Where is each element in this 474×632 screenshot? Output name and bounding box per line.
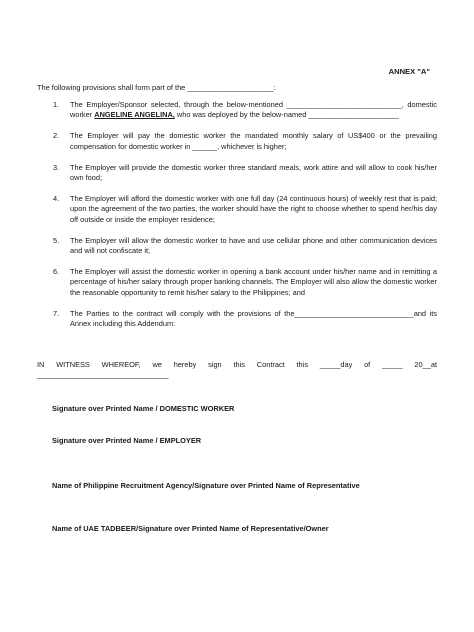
provision-text-part: The Employer/Sponsor selected, through the below-mentioned ____________________________, domestic worker <box>70 100 437 120</box>
provision-text <box>70 100 437 121</box>
provision-text: The Employer will allow the domestic worker to have and use cellular phone and other communication devices and will not confiscate it; <box>70 235 437 256</box>
provision-item <box>37 100 437 121</box>
provision-number: 2. <box>53 131 60 141</box>
provision-text: The Employer will assist the domestic worker in opening a bank account under his/her name and in remitting a percentage of his/her salary through proper banking channels. The Employer will also allow the domestic worker the reasonable opportunity to remit his/her salary to the Philippines; and <box>70 266 437 297</box>
provision-text: The Employer will provide the domestic worker three standard meals, work attire and will allow to cook his/her own food; <box>70 162 437 183</box>
provision-number: 5. <box>53 235 60 245</box>
provision-item <box>37 267 437 298</box>
provision-number: 1. <box>53 100 60 109</box>
provision-item <box>37 309 437 330</box>
provision-number: 7. <box>53 308 60 318</box>
provision-number: 6. <box>53 266 60 276</box>
signature-line-employer: Signature over Printed Name / EMPLOYER <box>52 436 202 445</box>
provision-text: The Employer will afford the domestic worker with one full day (24 continuous hours) of weekly rest that is paid; upon the agreement of the two parties, the worker should have the right to choose whether to spend her/his day off outside or inside the employer residence; <box>70 193 437 224</box>
annex-title: ANNEX "A" <box>388 67 430 76</box>
provision-text: The Parties to the contract will comply with the provisions of the_____________________________and its Annex including this Addendum: <box>70 308 437 329</box>
worker-name: ANGELINE ANGELINA, <box>94 110 175 120</box>
witness-clause: IN WITNESS WHEREOF, we hereby sign this Contract this _____day of _____ 20__at ________________________________ <box>37 360 437 380</box>
signature-line-domestic-worker: Signature over Printed Name / DOMESTIC WORKER <box>52 404 235 413</box>
provision-number: 4. <box>53 193 60 203</box>
provision-text: The Employer will pay the domestic worker the mandated monthly salary of US$400 or the prevailing compensation for domestic worker in ______, whichever is higher; <box>70 131 437 151</box>
provisions-list <box>37 100 437 340</box>
provision-item <box>37 163 437 184</box>
provision-text-part: who was deployed by the below-named ______________________ <box>174 110 399 120</box>
intro-paragraph: The following provisions shall form part of the _____________________: <box>37 83 276 92</box>
provision-item <box>37 236 437 257</box>
signature-line-tadbeer: Name of UAE TADBEER/Signature over Printed Name of Representative/Owner <box>52 524 329 533</box>
provision-item <box>37 131 437 152</box>
provision-item <box>37 194 437 225</box>
signature-line-recruitment-agency: Name of Philippine Recruitment Agency/Signature over Printed Name of Representative <box>52 481 360 490</box>
provision-number: 3. <box>53 162 60 172</box>
